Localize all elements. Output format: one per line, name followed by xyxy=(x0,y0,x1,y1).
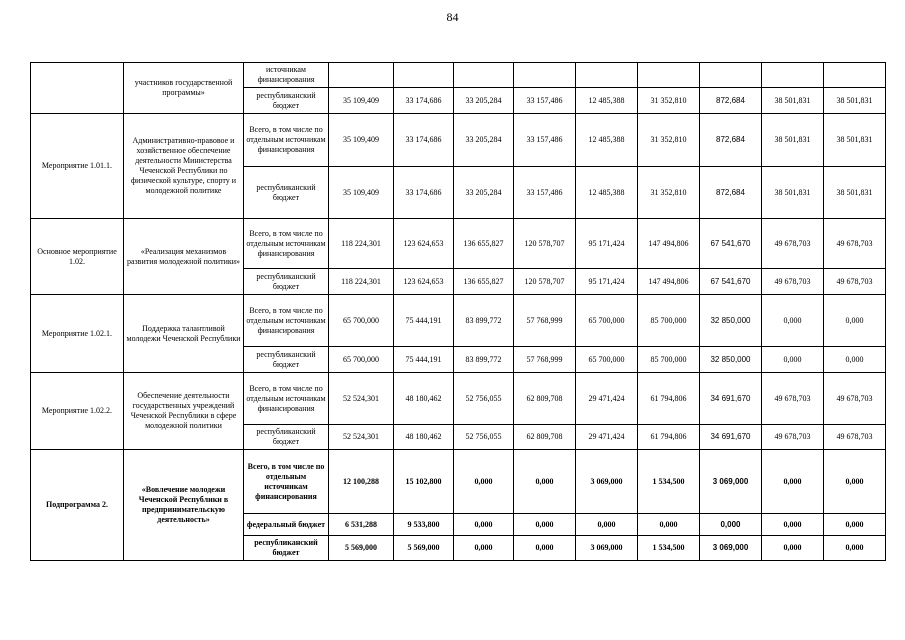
value-cell xyxy=(394,63,454,88)
value-cell: 0,000 xyxy=(514,514,576,536)
table-row xyxy=(31,219,886,269)
value-cell: 136 655,827 xyxy=(454,219,514,269)
funding-source-cell: республиканский бюджет xyxy=(244,425,329,450)
value-cell: 3 069,000 xyxy=(700,536,762,561)
value-cell: 65 700,000 xyxy=(329,295,394,347)
value-cell: 49 678,703 xyxy=(824,425,886,450)
value-cell: 85 700,000 xyxy=(638,347,700,373)
table-row xyxy=(31,114,886,167)
value-cell: 61 794,806 xyxy=(638,373,700,425)
value-cell: 62 809,708 xyxy=(514,373,576,425)
value-cell: 12 485,388 xyxy=(576,88,638,114)
program-description-cell: Поддержка талантливой молодежи Чеченской Республики xyxy=(124,295,244,373)
value-cell: 65 700,000 xyxy=(329,347,394,373)
value-cell: 61 794,806 xyxy=(638,425,700,450)
page-number: 84 xyxy=(446,10,459,24)
value-cell: 38 501,831 xyxy=(824,88,886,114)
program-name-cell: Мероприятие 1.01.1. xyxy=(31,114,124,219)
value-cell: 95 171,424 xyxy=(576,219,638,269)
value-cell xyxy=(824,63,886,88)
budget-table xyxy=(30,62,886,561)
value-cell: 123 624,653 xyxy=(394,219,454,269)
value-cell: 83 899,772 xyxy=(454,295,514,347)
funding-source-cell: источникам финансирования xyxy=(244,63,329,88)
funding-source-cell: Всего, в том числе по отдельным источникам финансирования xyxy=(244,450,329,514)
value-cell: 33 174,686 xyxy=(394,114,454,167)
program-name-cell: Основное мероприятие 1.02. xyxy=(31,219,124,295)
value-cell: 12 485,388 xyxy=(576,114,638,167)
value-cell: 5 569,000 xyxy=(329,536,394,561)
funding-source-cell: республиканский бюджет xyxy=(244,167,329,219)
funding-source-cell: Всего, в том числе по отдельным источникам финансирования xyxy=(244,219,329,269)
value-cell: 3 069,000 xyxy=(576,450,638,514)
value-cell: 52 524,301 xyxy=(329,373,394,425)
value-cell: 31 352,810 xyxy=(638,167,700,219)
value-cell xyxy=(576,63,638,88)
program-description-cell: «Реализация механизмов развития молодежной политики» xyxy=(124,219,244,295)
table-row xyxy=(31,373,886,425)
value-cell: 33 157,486 xyxy=(514,114,576,167)
funding-source-cell: федеральный бюджет xyxy=(244,514,329,536)
value-cell: 0,000 xyxy=(454,536,514,561)
value-cell: 38 501,831 xyxy=(824,114,886,167)
value-cell: 0,000 xyxy=(762,536,824,561)
value-cell: 0,000 xyxy=(762,514,824,536)
value-cell xyxy=(454,63,514,88)
value-cell: 32 850,000 xyxy=(700,295,762,347)
value-cell: 120 578,707 xyxy=(514,269,576,295)
funding-source-cell: Всего, в том числе по отдельным источникам финансирования xyxy=(244,114,329,167)
value-cell: 38 501,831 xyxy=(762,114,824,167)
value-cell: 5 569,000 xyxy=(394,536,454,561)
value-cell: 75 444,191 xyxy=(394,295,454,347)
value-cell: 48 180,462 xyxy=(394,425,454,450)
value-cell: 35 109,409 xyxy=(329,114,394,167)
value-cell: 33 174,686 xyxy=(394,167,454,219)
value-cell: 0,000 xyxy=(454,514,514,536)
value-cell: 48 180,462 xyxy=(394,373,454,425)
value-cell: 0,000 xyxy=(638,514,700,536)
value-cell xyxy=(514,63,576,88)
value-cell: 83 899,772 xyxy=(454,347,514,373)
program-description-cell: Административно-правовое и хозяйственное обеспечение деятельности Министерства Чеченской Республики по физической культуре, спорту и молодежной политике xyxy=(124,114,244,219)
value-cell: 67 541,670 xyxy=(700,219,762,269)
value-cell: 49 678,703 xyxy=(824,269,886,295)
value-cell xyxy=(638,63,700,88)
value-cell: 38 501,831 xyxy=(824,167,886,219)
value-cell: 29 471,424 xyxy=(576,425,638,450)
value-cell: 33 174,686 xyxy=(394,88,454,114)
value-cell: 0,000 xyxy=(700,514,762,536)
table-row xyxy=(31,63,886,88)
funding-source-cell: Всего, в том числе по отдельным источникам финансирования xyxy=(244,373,329,425)
program-name-cell: Мероприятие 1.02.1. xyxy=(31,295,124,373)
value-cell: 0,000 xyxy=(824,347,886,373)
value-cell xyxy=(329,63,394,88)
value-cell: 57 768,999 xyxy=(514,347,576,373)
value-cell: 33 157,486 xyxy=(514,167,576,219)
value-cell: 65 700,000 xyxy=(576,295,638,347)
value-cell: 31 352,810 xyxy=(638,114,700,167)
value-cell xyxy=(700,63,762,88)
value-cell: 33 205,284 xyxy=(454,167,514,219)
value-cell: 0,000 xyxy=(824,536,886,561)
value-cell: 33 205,284 xyxy=(454,114,514,167)
value-cell: 35 109,409 xyxy=(329,88,394,114)
value-cell: 872,684 xyxy=(700,114,762,167)
program-description-cell: Обеспечение деятельности государственных учреждений Чеченской Республики в сфере молодежной политики xyxy=(124,373,244,450)
value-cell: 29 471,424 xyxy=(576,373,638,425)
value-cell: 95 171,424 xyxy=(576,269,638,295)
program-description-cell: участников государственной программы» xyxy=(124,63,244,114)
funding-source-cell: республиканский бюджет xyxy=(244,269,329,295)
table-row xyxy=(31,450,886,514)
value-cell: 0,000 xyxy=(824,450,886,514)
value-cell: 33 205,284 xyxy=(454,88,514,114)
value-cell: 85 700,000 xyxy=(638,295,700,347)
program-name-cell xyxy=(31,63,124,114)
value-cell: 75 444,191 xyxy=(394,347,454,373)
value-cell: 6 531,288 xyxy=(329,514,394,536)
value-cell: 33 157,486 xyxy=(514,88,576,114)
value-cell: 67 541,670 xyxy=(700,269,762,295)
value-cell: 0,000 xyxy=(762,450,824,514)
funding-source-cell: Всего, в том числе по отдельным источникам финансирования xyxy=(244,295,329,347)
value-cell: 34 691,670 xyxy=(700,373,762,425)
value-cell: 32 850,000 xyxy=(700,347,762,373)
value-cell: 0,000 xyxy=(762,347,824,373)
value-cell: 57 768,999 xyxy=(514,295,576,347)
value-cell: 49 678,703 xyxy=(762,425,824,450)
value-cell: 872,684 xyxy=(700,167,762,219)
value-cell: 118 224,301 xyxy=(329,219,394,269)
value-cell: 62 809,708 xyxy=(514,425,576,450)
value-cell: 38 501,831 xyxy=(762,88,824,114)
value-cell: 0,000 xyxy=(824,514,886,536)
value-cell: 136 655,827 xyxy=(454,269,514,295)
value-cell: 123 624,653 xyxy=(394,269,454,295)
value-cell: 49 678,703 xyxy=(762,219,824,269)
value-cell: 34 691,670 xyxy=(700,425,762,450)
funding-source-cell: республиканский бюджет xyxy=(244,536,329,561)
value-cell: 118 224,301 xyxy=(329,269,394,295)
value-cell: 49 678,703 xyxy=(762,373,824,425)
value-cell: 872,684 xyxy=(700,88,762,114)
value-cell: 52 756,055 xyxy=(454,373,514,425)
value-cell: 0,000 xyxy=(576,514,638,536)
value-cell: 65 700,000 xyxy=(576,347,638,373)
value-cell: 0,000 xyxy=(514,450,576,514)
funding-source-cell: республиканский бюджет xyxy=(244,347,329,373)
value-cell: 35 109,409 xyxy=(329,167,394,219)
value-cell: 49 678,703 xyxy=(824,373,886,425)
value-cell: 1 534,500 xyxy=(638,536,700,561)
value-cell: 49 678,703 xyxy=(824,219,886,269)
value-cell: 12 100,288 xyxy=(329,450,394,514)
value-cell: 3 069,000 xyxy=(700,450,762,514)
program-description-cell: «Вовлечение молодежи Чеченской Республики в предпринимательскую деятельность» xyxy=(124,450,244,561)
value-cell: 38 501,831 xyxy=(762,167,824,219)
program-name-cell: Подпрограмма 2. xyxy=(31,450,124,561)
value-cell: 9 533,800 xyxy=(394,514,454,536)
table-row xyxy=(31,295,886,347)
value-cell: 0,000 xyxy=(514,536,576,561)
funding-source-cell: республиканский бюджет xyxy=(244,88,329,114)
value-cell: 147 494,806 xyxy=(638,269,700,295)
value-cell: 3 069,000 xyxy=(576,536,638,561)
value-cell: 0,000 xyxy=(762,295,824,347)
value-cell: 12 485,388 xyxy=(576,167,638,219)
value-cell: 15 102,800 xyxy=(394,450,454,514)
value-cell: 0,000 xyxy=(454,450,514,514)
value-cell: 0,000 xyxy=(824,295,886,347)
value-cell: 52 524,301 xyxy=(329,425,394,450)
value-cell: 147 494,806 xyxy=(638,219,700,269)
program-name-cell: Мероприятие 1.02.2. xyxy=(31,373,124,450)
value-cell: 49 678,703 xyxy=(762,269,824,295)
value-cell xyxy=(762,63,824,88)
value-cell: 1 534,500 xyxy=(638,450,700,514)
value-cell: 120 578,707 xyxy=(514,219,576,269)
value-cell: 52 756,055 xyxy=(454,425,514,450)
value-cell: 31 352,810 xyxy=(638,88,700,114)
